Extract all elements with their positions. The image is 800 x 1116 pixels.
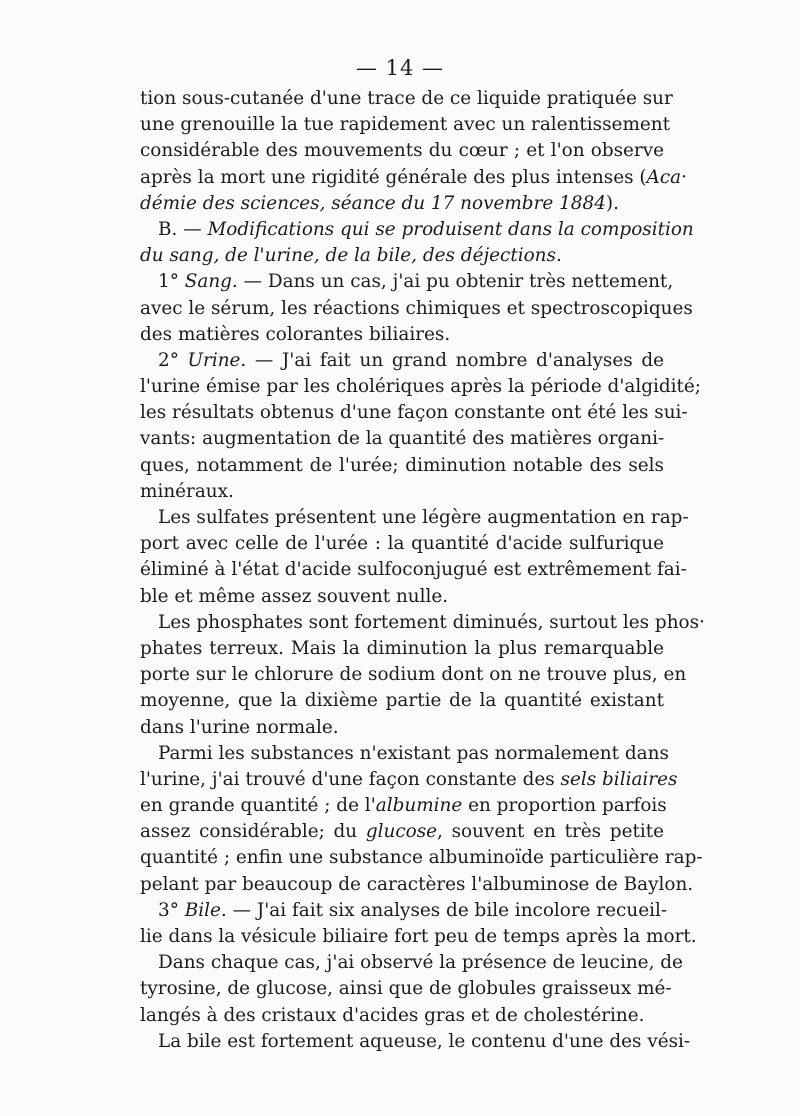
text-span: , souvent en très petite: [437, 821, 664, 843]
text-line: [140, 86, 673, 112]
text-line: [140, 453, 664, 479]
italic-text: Modifications qui se produisent dans la composition: [207, 218, 694, 240]
text-span: — J'ai fait un grand nombre d'analyses de: [246, 349, 664, 371]
text-span: avec le sérum, les réactions chimiques et spectroscopiques: [140, 297, 693, 319]
text-line: [140, 976, 672, 1002]
text-span: Dans chaque cas, j'ai observé la présence de leucine, de: [158, 952, 683, 974]
text-span: des matières colorantes biliaires.: [140, 323, 451, 345]
text-span: éliminé à l'état d'acide sulfoconjugué est extrêmement fai-: [140, 559, 687, 581]
text-span: porte sur le chlorure de sodium dont on ne trouve plus, en: [140, 664, 687, 686]
italic-text: Bile.: [184, 899, 227, 921]
text-line: [140, 400, 688, 426]
text-span: assez considérable; du: [140, 821, 366, 843]
text-line: [140, 767, 678, 793]
text-span: quantité ; enfin une substance albuminoïde particulière rap-: [140, 847, 703, 869]
text-span: après la mort une rigidité générale des plus intenses (: [140, 166, 647, 188]
text-line: [140, 898, 668, 924]
text-span: La bile est fortement aqueuse, le contenu d'une des vési-: [158, 1030, 691, 1052]
text-span: phates terreux. Mais la diminution la plus remarquable: [140, 637, 664, 659]
text-line: [140, 426, 664, 452]
text-line: [140, 610, 705, 636]
text-line: [140, 348, 664, 374]
text-line: [140, 557, 687, 583]
text-line: [140, 819, 664, 845]
text-span: — Dans un cas, j'ai pu obtenir très nettement,: [237, 271, 674, 293]
text-line: [140, 191, 664, 217]
text-span: 3°: [158, 899, 185, 921]
text-line: [140, 269, 674, 295]
text-line: [140, 688, 664, 714]
text-line: [140, 138, 664, 164]
text-line: [140, 1003, 664, 1029]
text-line: [140, 479, 664, 505]
text-span: 1°: [158, 271, 185, 293]
text-span: l'urine émise par les cholériques après la période d'algidité;: [140, 376, 702, 398]
text-span: minéraux.: [140, 480, 234, 502]
text-span: port avec celle de l'urée : la quantité d'acide sulfurique: [140, 533, 664, 555]
text-span: Les phosphates sont fortement diminués, surtout les phos·: [158, 611, 705, 633]
italic-text: Urine.: [187, 349, 247, 371]
text-span: considérable des mouvements du cœur ; et l'on observe: [140, 140, 664, 162]
text-line: [140, 793, 667, 819]
italic-text: albumine: [375, 795, 463, 817]
text-line: [140, 531, 664, 557]
text-span: tion sous-cutanée d'une trace de ce liquide pratiquée sur: [140, 88, 673, 109]
text-line: [140, 741, 669, 767]
text-line: [140, 715, 664, 741]
text-span: vants: augmentation de la quantité des matières organi-: [140, 428, 665, 450]
italic-text: glucose: [365, 821, 438, 843]
text-line: [140, 872, 694, 898]
text-line: [140, 243, 664, 269]
text-span: 2°: [158, 349, 188, 371]
text-span: ques, notamment de l'urée; diminution notable des sels: [140, 454, 664, 476]
text-line: [140, 165, 687, 191]
text-span: ble et même assez souvent nulle.: [140, 585, 449, 607]
text-span: les résultats obtenus d'une façon constante ont été les sui-: [140, 402, 688, 424]
text-span: Les sulfates présentent une légère augmentation en rap-: [158, 507, 689, 528]
text-line: [140, 296, 693, 322]
text-span: l'urine, j'ai trouvé d'une façon constante des: [140, 768, 561, 790]
text-span: B. —: [158, 218, 208, 240]
text-line: [140, 374, 702, 400]
italic-text: du sang, de l'urine, de la bile, des déjections.: [140, 245, 562, 267]
text-span: tyrosine, de glucose, ainsi que de globules graisseux mé-: [140, 978, 672, 1000]
text-span: ).: [605, 192, 619, 214]
text-line: [140, 322, 664, 348]
text-span: lie dans la vésicule biliaire fort peu de temps après la mort.: [140, 926, 697, 947]
text-span: en proportion parfois: [462, 795, 667, 817]
text-span: moyenne, que la dixième partie de la quantité existant: [140, 690, 664, 712]
italic-text: Aca·: [646, 166, 687, 188]
text-line: [140, 505, 689, 531]
text-span: pelant par beaucoup de caractères l'albuminose de Baylon.: [140, 873, 694, 895]
text-line: [140, 845, 703, 871]
text-span: — J'ai fait six analyses de bile incolore recueil-: [226, 899, 668, 921]
body-text: [140, 86, 705, 1055]
text-line: [140, 217, 694, 243]
text-line: [140, 662, 687, 688]
page-number: — 14 —: [355, 56, 445, 80]
text-line: [140, 950, 683, 976]
text-line: [140, 924, 697, 950]
text-span: langés à des cristaux d'acides gras et de cholestérine.: [140, 1004, 645, 1026]
text-line: [140, 1029, 691, 1055]
text-line: [140, 112, 670, 138]
italic-text: Sang.: [184, 271, 238, 293]
text-span: une grenouille la tue rapidement avec un ralentissement: [140, 114, 670, 136]
text-span: dans l'urine normale.: [140, 716, 339, 738]
text-span: Parmi les substances n'existant pas normalement dans: [158, 742, 669, 764]
text-line: [140, 584, 664, 610]
italic-text: démie des sciences, séance du 17 novembre 1884: [140, 192, 606, 214]
italic-text: sels biliaires: [560, 768, 678, 790]
text-span: en grande quantité ; de l': [140, 795, 376, 817]
text-line: [140, 636, 664, 662]
